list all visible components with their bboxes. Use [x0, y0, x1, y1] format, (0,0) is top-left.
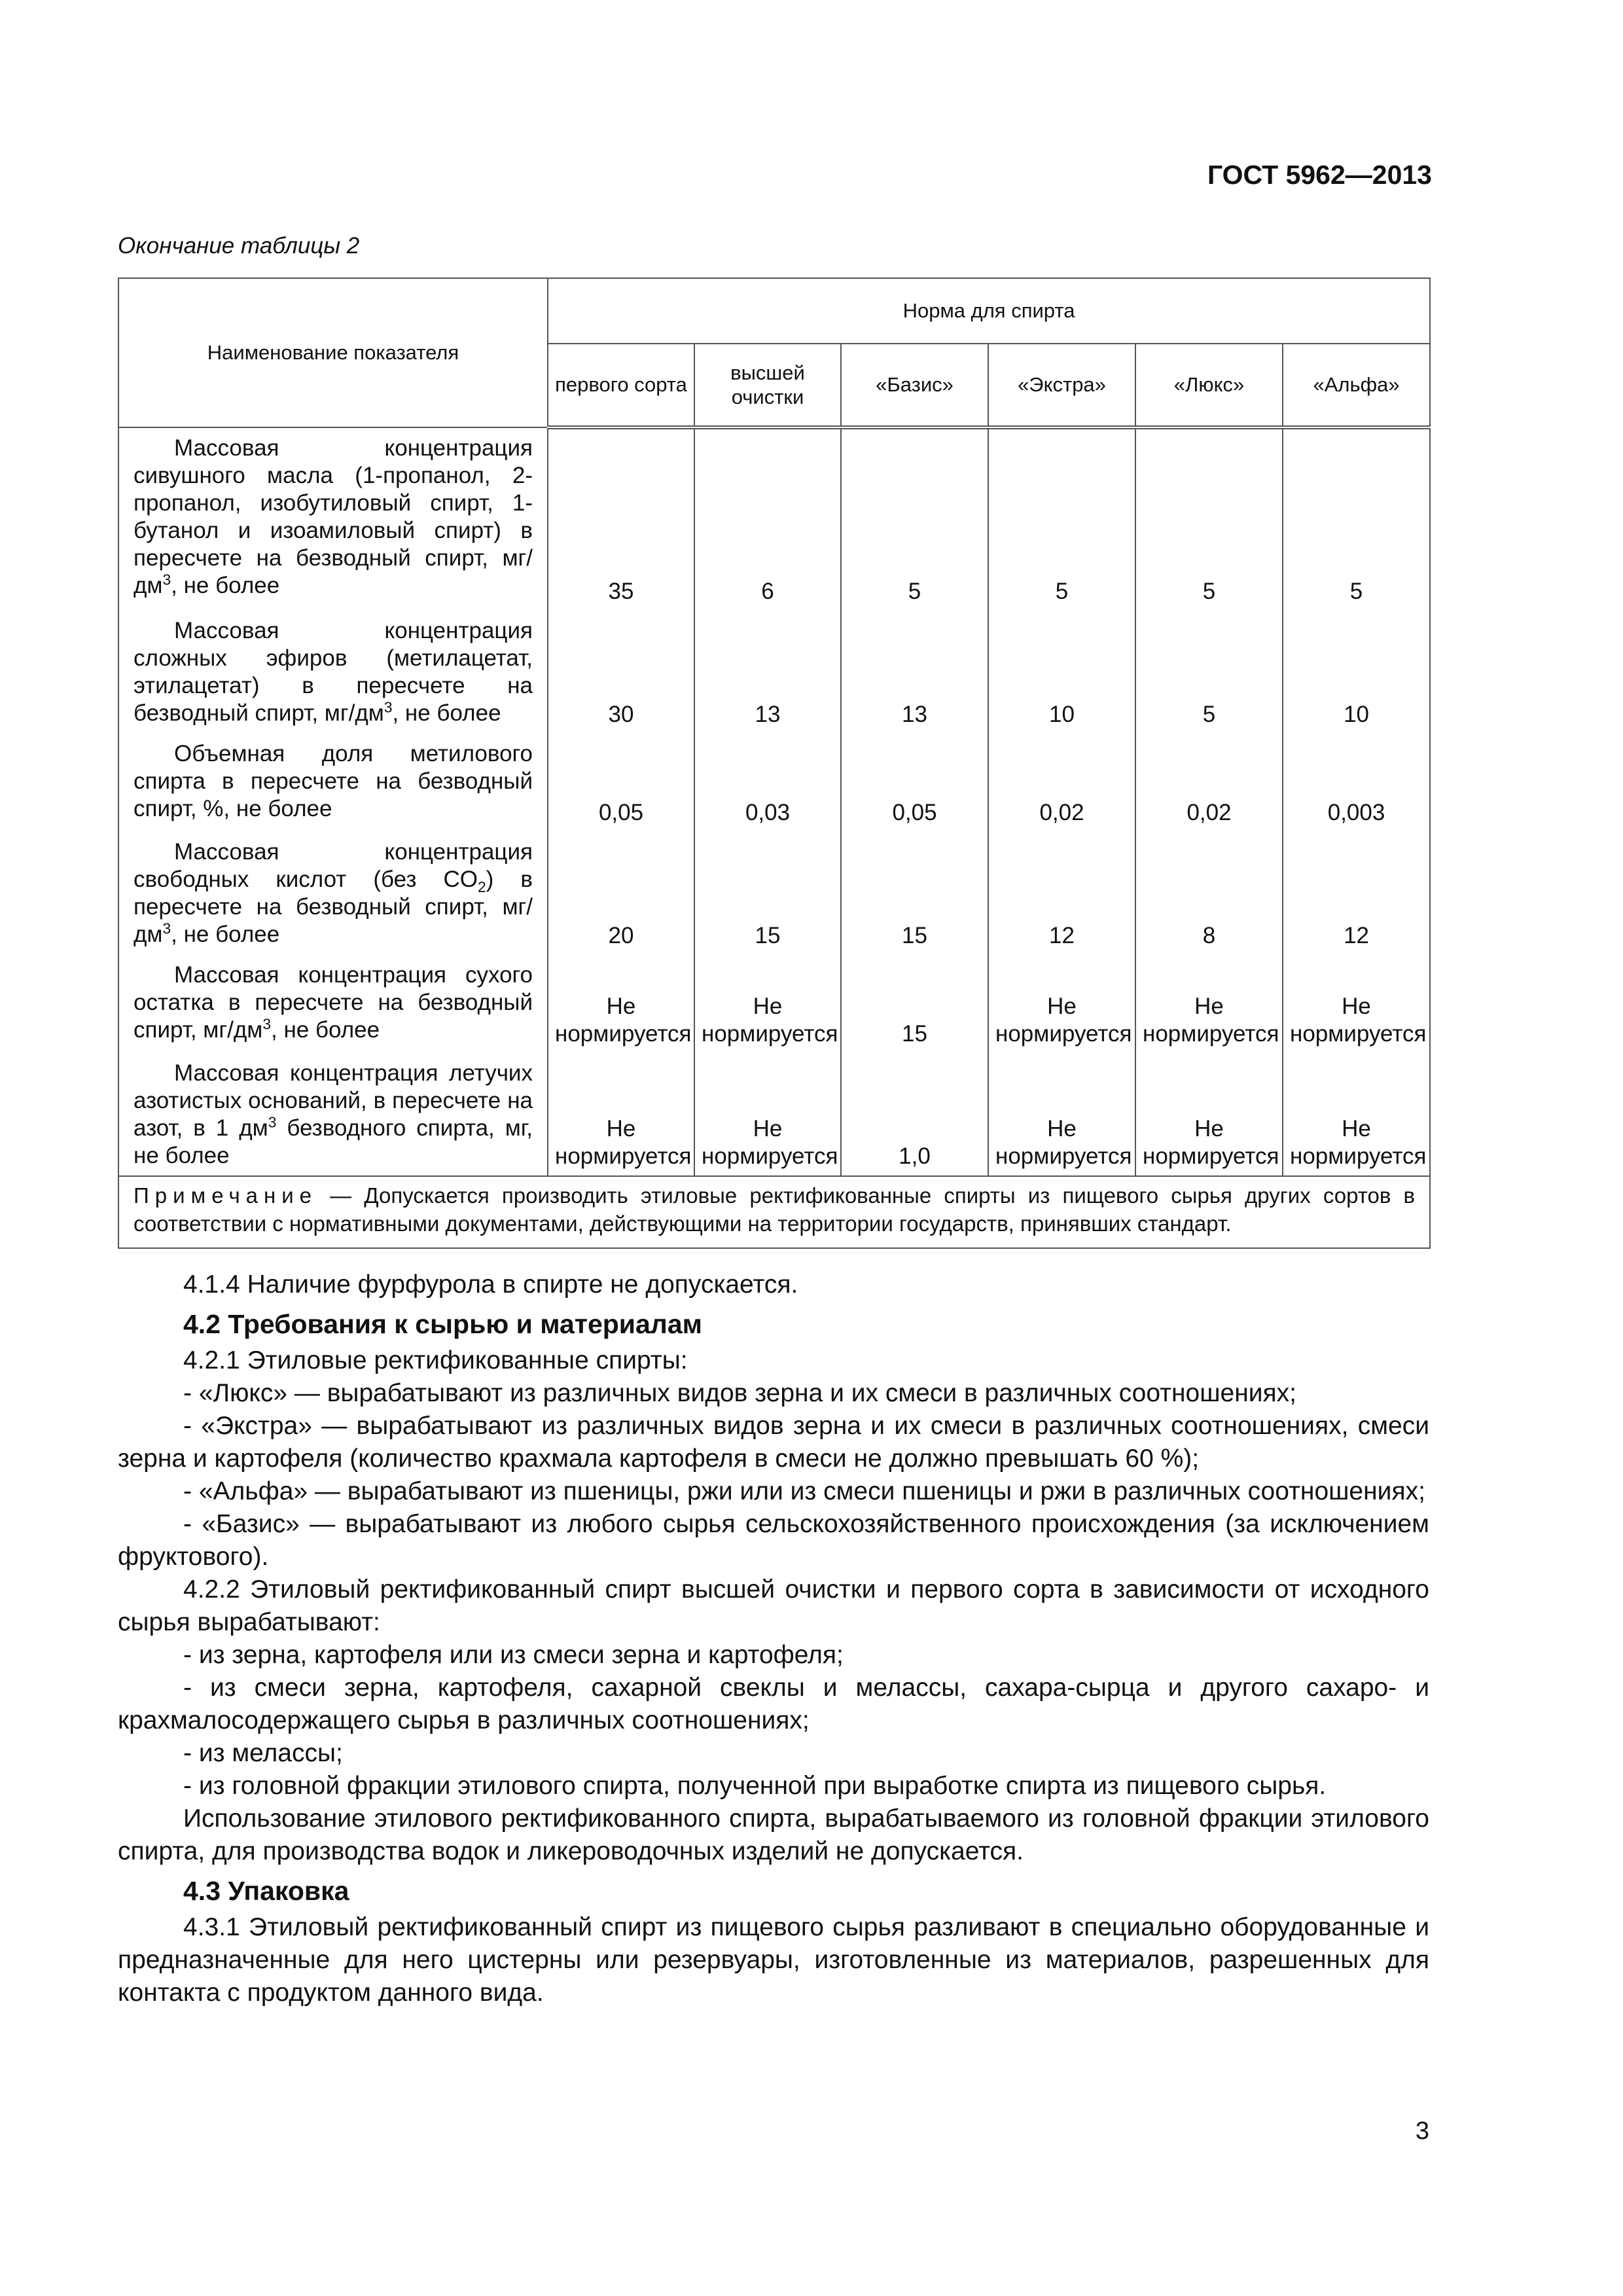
table-note [118, 1176, 1430, 1248]
value-cell: 10 [988, 611, 1135, 734]
note-text: — Допускается производить этиловые ректификованные спирты из пищевого сырья других сортов в соответствии с нормативными документами, действующими на территории государств, принявших стандарт. [134, 1183, 1416, 1236]
paragraph-usage: Использование этилового ректификованного спирта, вырабатываемого из головной фракции этилового спирта, для производства водок и ликероводочных изделий не допускается. [118, 1804, 1429, 1865]
indicator-name-text: , не более [271, 1017, 380, 1043]
indicator-name-text: , не более [171, 573, 280, 598]
table-row [118, 611, 1430, 734]
indicator-name-text: , не более [171, 922, 280, 947]
norms-table [118, 278, 1431, 1249]
indicator-name-cell [118, 832, 548, 955]
indicator-name-cell [118, 427, 548, 611]
indicator-name-cell [118, 611, 548, 734]
heading-4-2: 4.2 Требования к сырью и материалам [183, 1309, 702, 1339]
list-item: - из мелассы; [183, 1739, 343, 1767]
indicator-name-text: , не более [392, 700, 501, 726]
indicator-name-text: Объемная доля метилового спирта в пересчете на безводный спирт, %, не более [134, 741, 533, 821]
value-cell: 12 [988, 832, 1135, 955]
superscript: 3 [268, 1113, 277, 1131]
paragraph-4-2-2: 4.2.2 Этиловый ректификованный спирт высшей очистки и первого сорта в зависимости от исходного сырья вырабатывают: [118, 1575, 1429, 1636]
value-cell: 5 [1135, 427, 1283, 611]
indicator-name-cell [118, 955, 548, 1053]
value-cell: 5 [841, 427, 988, 611]
col-header-indicator: Наименование показателя [118, 278, 548, 427]
value-cell: 5 [1135, 611, 1283, 734]
value-cell: 15 [841, 955, 988, 1053]
list-item: - «Базис» — вырабатывают из любого сырья сельскохозяйственного происхождения (за исключением фруктового). [118, 1510, 1429, 1571]
value-cell: 15 [694, 832, 841, 955]
value-cell: 0,003 [1283, 734, 1430, 832]
indicator-name-text: Массовая концентрация сивушного масла (1-пропанол, 2-пропанол, изобутиловый спирт, 1-бутанол и изоамиловый спирт) в пересчете на безводный спирт, мг/дм [134, 435, 533, 598]
value-cell: 30 [548, 611, 694, 734]
value-cell: 8 [1135, 832, 1283, 955]
value-cell: 5 [1283, 427, 1430, 611]
indicator-name-text: безводного спирта, мг, не более [134, 1115, 533, 1168]
paragraph-4-1-4: 4.1.4 Наличие фурфурола в спирте не допускается. [183, 1270, 798, 1299]
value-cell: Не нормируется [1135, 955, 1283, 1053]
note-label: Примечание [134, 1183, 318, 1208]
value-cell: 6 [694, 427, 841, 611]
list-item: - «Экстра» — вырабатывают из различных видов зерна и их смеси в различных соотношениях, смеси зерна и картофеля (количество крахмала картофеля в смеси не должно превышать 60 %); [118, 1412, 1429, 1473]
value-cell: 5 [988, 427, 1135, 611]
value-cell: 12 [1283, 832, 1430, 955]
list-item: - из смеси зерна, картофеля, сахарной свеклы и мелассы, сахара-сырца и другого сахаро- и крахмалосодержащего сырья в различных соотношениях; [118, 1674, 1429, 1734]
indicator-name-text: Массовая концентрация свободных кислот (без CO [134, 839, 533, 892]
col-header-grade: «Люкс» [1135, 344, 1283, 427]
col-header-norm-group: Норма для спирта [548, 278, 1430, 344]
document-code: ГОСТ 5962—2013 [1207, 160, 1432, 190]
value-cell: 0,05 [841, 734, 988, 832]
value-cell: 13 [694, 611, 841, 734]
indicator-name-text: Массовая концентрация летучих азотистых оснований, в пересчете на азот, в 1 дм [134, 1060, 533, 1141]
subscript: 2 [478, 878, 486, 895]
list-item: - из головной фракции этилового спирта, полученной при выработке спирта из пищевого сырья. [183, 1772, 1327, 1800]
list-4-2-2 [118, 1639, 1429, 1803]
value-cell: Не нормируется [694, 955, 841, 1053]
table-row [118, 832, 1430, 955]
value-cell: 0,03 [694, 734, 841, 832]
col-header-grade: первого сорта [548, 344, 694, 427]
page-number: 3 [1415, 2117, 1429, 2145]
superscript: 3 [162, 920, 171, 937]
value-cell: Не нормируется [548, 955, 694, 1053]
list-item: - «Люкс» — вырабатывают из различных видов зерна и их смеси в различных соотношениях; [183, 1379, 1296, 1407]
value-cell: 20 [548, 832, 694, 955]
value-cell: 0,02 [1135, 734, 1283, 832]
heading-4-3: 4.3 Упаковка [183, 1876, 349, 1906]
value-cell: Не нормируется [1283, 955, 1430, 1053]
value-cell: 15 [841, 832, 988, 955]
indicator-name-text: Массовая концентрация сложных эфиров (метилацетат, этилацетат) в пересчете на безводный спирт, мг/дм [134, 618, 533, 726]
superscript: 3 [162, 571, 171, 588]
value-cell: Не нормируется [548, 1053, 694, 1176]
value-cell: 0,02 [988, 734, 1135, 832]
table-row [118, 955, 1430, 1053]
superscript: 3 [262, 1015, 271, 1033]
indicator-name-cell [118, 1053, 548, 1176]
value-cell: 10 [1283, 611, 1430, 734]
value-cell: Не нормируется [694, 1053, 841, 1176]
value-cell: Не нормируется [1283, 1053, 1430, 1176]
indicator-name-text: ) в пересчете на безводный спирт, мг/дм [134, 867, 533, 947]
value-cell: 0,05 [548, 734, 694, 832]
value-cell: 13 [841, 611, 988, 734]
body-text [118, 1268, 1429, 2009]
value-cell: 1,0 [841, 1053, 988, 1176]
value-cell: 35 [548, 427, 694, 611]
col-header-grade: «Базис» [841, 344, 988, 427]
paragraph-4-2-1: 4.2.1 Этиловые ректификованные спирты: [183, 1346, 688, 1374]
list-4-2-1 [118, 1377, 1429, 1573]
col-header-grade: «Экстра» [988, 344, 1135, 427]
paragraph-4-3-1: 4.3.1 Этиловый ректификованный спирт из пищевого сырья разливают в специально оборудованные и предназначенные для него цистерны или резервуары, изготовленные из материалов, разрешенных для контакта с продуктом данного вида. [118, 1913, 1429, 2007]
table-row [118, 1053, 1430, 1176]
indicator-name-cell [118, 734, 548, 832]
value-cell: Не нормируется [988, 955, 1135, 1053]
value-cell: Не нормируется [1135, 1053, 1283, 1176]
table-row [118, 427, 1430, 611]
superscript: 3 [383, 698, 393, 716]
value-cell: Не нормируется [988, 1053, 1135, 1176]
table-caption: Окончание таблицы 2 [118, 233, 360, 259]
indicator-name-text: Массовая концентрация сухого остатка в пересчете на безводный спирт, мг/дм [134, 962, 533, 1043]
table-row [118, 734, 1430, 832]
col-header-grade: высшей очистки [694, 344, 841, 427]
col-header-grade: «Альфа» [1283, 344, 1430, 427]
list-item: - «Альфа» — вырабатывают из пшеницы, ржи или из смеси пшеницы и ржи в различных соотношениях; [183, 1477, 1425, 1505]
list-item: - из зерна, картофеля или из смеси зерна и картофеля; [183, 1641, 844, 1669]
